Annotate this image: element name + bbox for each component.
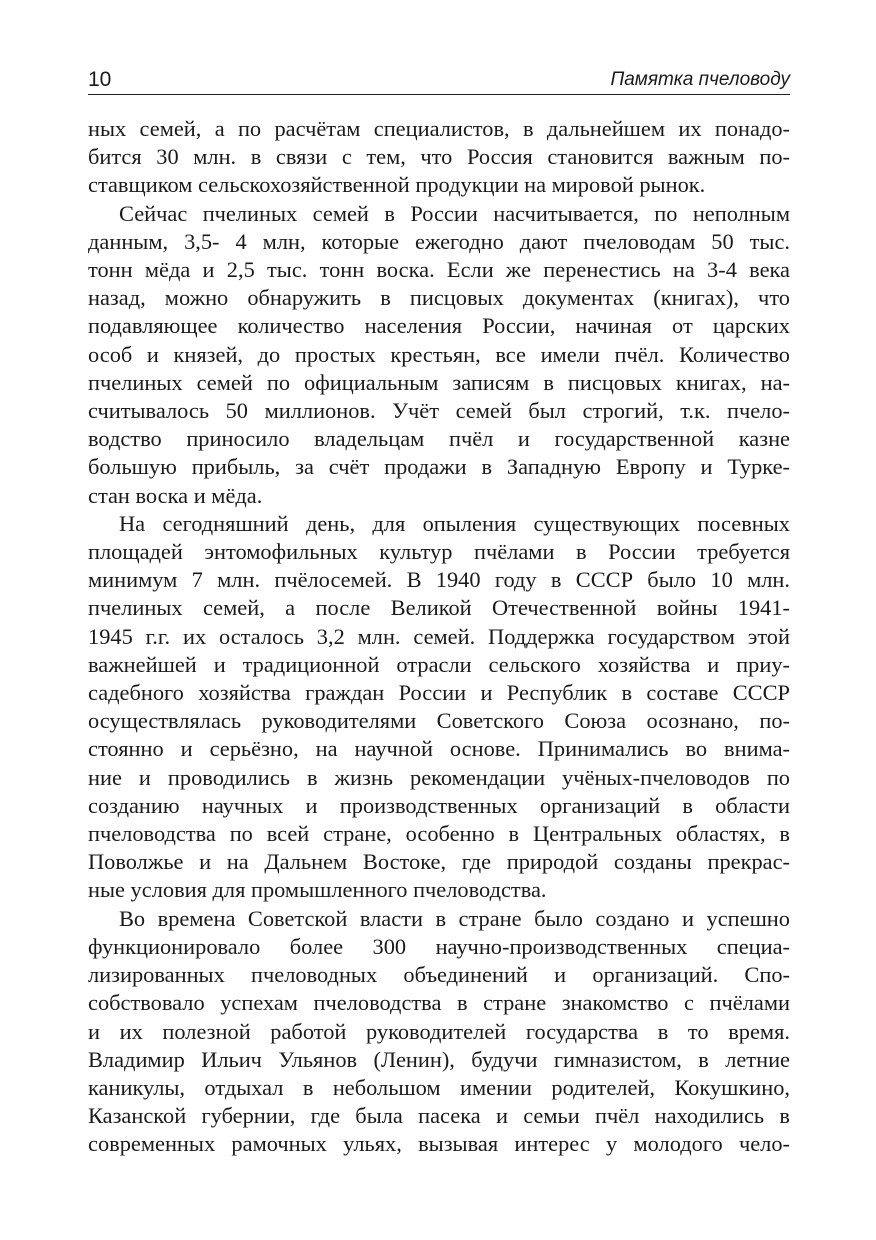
body-text xyxy=(88,115,790,1159)
book-title: Памятка пчеловоду xyxy=(610,69,790,90)
text-line: На сегодняшний день, для опыления существующих посевных xyxy=(119,510,790,536)
text-line: садебного хозяйства граждан России и Республик в составе СССР xyxy=(88,680,790,706)
text-line: современных рамочных ульях, вызывая интерес у молодого чело- xyxy=(88,1131,790,1157)
text-line: ставщиком сельскохозяйственной продукции на мировой рынок. xyxy=(88,172,706,198)
text-line: лизированных пчеловодных объединений и организаций. Спо- xyxy=(88,962,790,988)
text-line: собствовало успехам пчеловодства в стране знакомство с пчёлами xyxy=(88,990,790,1016)
text-line: Сейчас пчелиных семей в России насчитывается, по неполным xyxy=(119,200,790,226)
text-line: назад, можно обнаружить в писцовых документах (книгах), что xyxy=(88,285,790,311)
text-line: бится 30 млн. в связи с тем, что Россия становится важным по- xyxy=(88,144,790,170)
text-line: пчелиных семей по официальным записям в писцовых книгах, на- xyxy=(88,369,790,395)
text-line: Поволжье и на Дальнем Востоке, где природой созданы прекрас- xyxy=(88,849,790,875)
text-line: созданию научных и производственных организаций в области xyxy=(88,792,790,818)
text-line: функционировало более 300 научно-производственных специа- xyxy=(88,933,790,959)
text-line: осуществлялась руководителями Советского Союза осознано, по- xyxy=(88,708,790,734)
paragraph xyxy=(88,200,790,510)
text-line: ных семей, а по расчётам специалистов, в дальнейшем их понадо- xyxy=(88,116,790,141)
text-line: данным, 3,5- 4 млн, которые ежегодно дают пчеловодам 50 тыс. xyxy=(88,228,790,254)
text-line: большую прибыль, за счёт продажи в Западную Европу и Турке- xyxy=(88,454,790,480)
text-line: ние и проводились в жизнь рекомендации учёных-пчеловодов по xyxy=(88,764,790,790)
paragraph xyxy=(88,115,790,200)
text-line: Владимир Ильич Ульянов (Ленин), будучи гимназистом, в летние xyxy=(88,1046,790,1072)
text-line: стоянно и серьёзно, на научной основе. Принимались во внима- xyxy=(88,736,790,762)
paragraph xyxy=(88,905,790,1159)
text-line: считывалось 50 миллионов. Учёт семей был строгий, т.к. пчело- xyxy=(88,398,790,424)
text-line: стан воска и мёда. xyxy=(88,482,263,508)
text-line: пчелиных семей, а после Великой Отечественной войны 1941- xyxy=(88,595,790,621)
text-line: водство приносило владельцам пчёл и государственной казне xyxy=(88,426,790,452)
text-line: 1945 г.г. их осталось 3,2 млн. семей. Поддержка государством этой xyxy=(88,623,790,649)
text-line: важнейшей и традиционной отрасли сельского хозяйства и приу- xyxy=(88,651,790,677)
running-header xyxy=(88,66,790,95)
text-line: Казанской губернии, где была пасека и семьи пчёл находились в xyxy=(88,1103,790,1129)
text-line: ные условия для промышленного пчеловодства. xyxy=(88,877,547,903)
paragraph xyxy=(88,510,790,905)
text-line: пчеловодства по всей стране, особенно в Центральных областях, в xyxy=(88,821,790,847)
text-line: подавляющее количество населения России, начиная от царских xyxy=(88,313,790,339)
text-line: и их полезной работой руководителей государства в то время. xyxy=(88,1018,790,1044)
text-line: минимум 7 млн. пчёлосемей. В 1940 году в СССР было 10 млн. xyxy=(88,567,790,593)
text-line: площадей энтомофильных культур пчёлами в России требуется xyxy=(88,539,790,565)
text-line: тонн мёда и 2,5 тыс. тонн воска. Если же перенестись на 3-4 века xyxy=(88,257,790,283)
text-line: каникулы, отдыхал в небольшом имении родителей, Кокушкино, xyxy=(88,1074,790,1100)
page-number: 10 xyxy=(88,68,112,91)
text-line: Во времена Советской власти в стране было создано и успешно xyxy=(119,905,790,931)
text-line: особ и князей, до простых крестьян, все имели пчёл. Количество xyxy=(88,341,790,367)
